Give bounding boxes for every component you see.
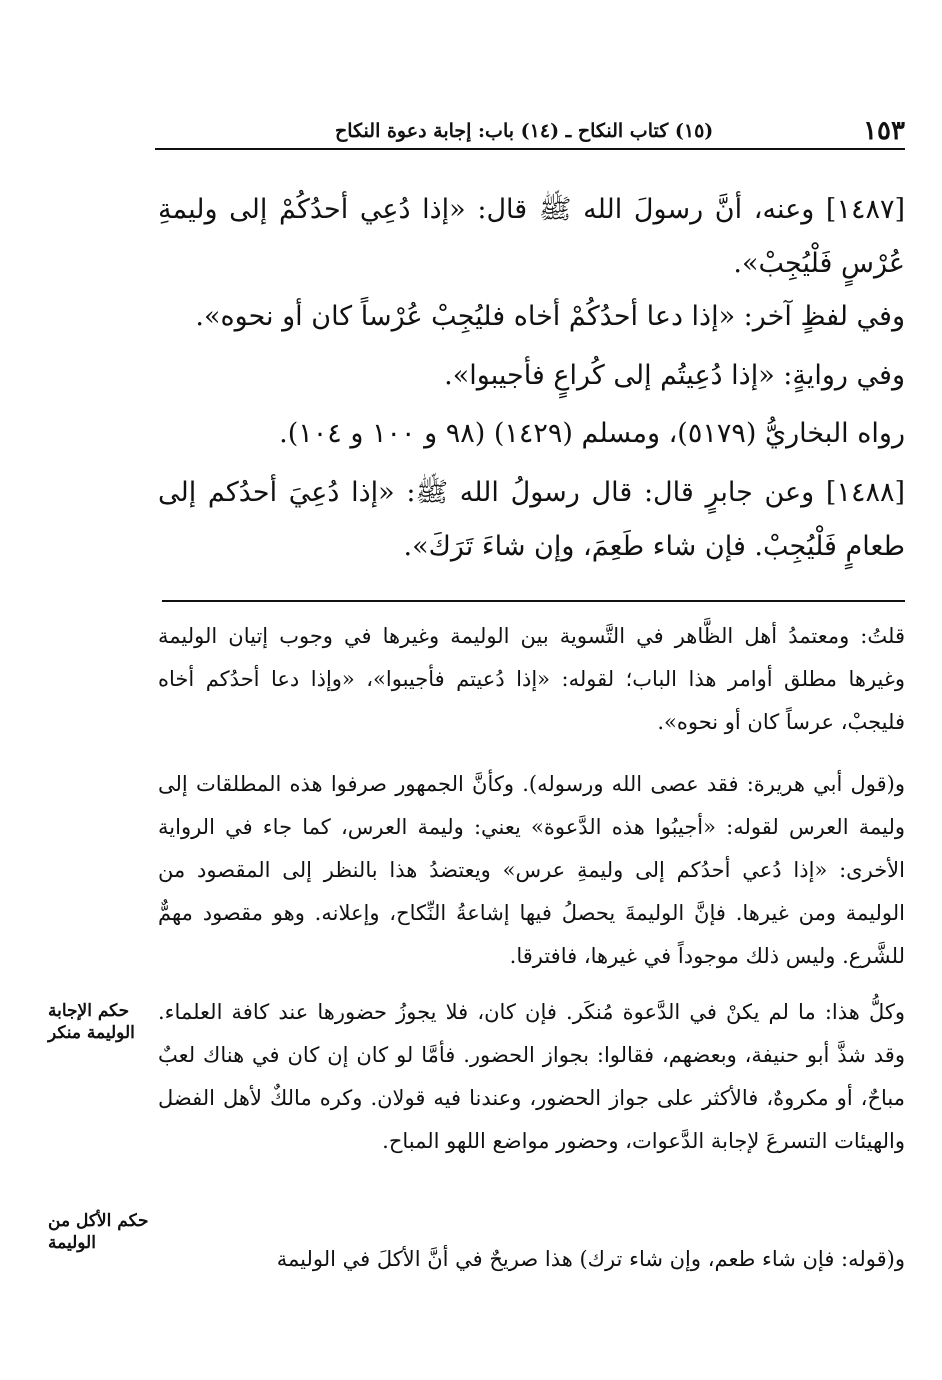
- hadith-1487-text: [١٤٨٧] وعنه، أنَّ رسولَ الله ﷺ قال: «إذا دُعِي أحدُكُمْ إلى وليمةِ عُرْسٍ فَلْيُجِبْ».: [158, 194, 905, 279]
- commentary-paragraph-1: قلتُ: ومعتمدُ أهل الظَّاهر في التَّسوية بين الوليمة وغيرها في وجوب إتيان الوليمة وغيرها مطلق أوامر هذا الباب؛ لقوله: «إذا دُعيتم فأجيبوا»، «وإذا دعا أحدُكم أخاه فليجبْ، عرساً كان أو نحوه».: [158, 624, 905, 734]
- commentary-paragraph-4: و(قوله: فإن شاء طعم، وإن شاء ترك) هذا صريحٌ في أنَّ الأكلَ في الوليمة: [276, 1247, 905, 1271]
- commentary-paragraph-2: و(قول أبي هريرة: فقد عصى الله ورسوله). وكأنَّ الجمهور صرفوا هذه المطلقات إلى وليمة العرس لقوله: «أجيبُوا هذه الدَّعوة» يعني: وليمة العرس، كما جاء في الرواية الأخرى: «إذا دُعي أحدُكم إلى وليمةِ عرس» ويعتضدُ هذا بالنظر إلى المقصود من الوليمة ومن غيرها. فإنَّ الوليمةَ يحصلُ فيها إشاعةُ النِّكاح، وإعلانه. وهو مقصود مهمٌّ للشَّرع. وليس ذلك موجوداً في غيرها، فافترقا.: [158, 772, 905, 968]
- running-title: (١٥) كتاب النكاح ـ (١٤) باب: إجابة دعوة النكاح: [335, 120, 714, 142]
- page-number: ١٥٣: [863, 116, 905, 146]
- notes-divider: [162, 600, 905, 602]
- page-header: [155, 112, 905, 152]
- header-divider: [155, 148, 905, 150]
- hadith-1487-other-wording: وفي لفظٍ آخر: «إذا دعا أحدُكُمْ أخاه فليُجِبْ عُرْساً كان أو نحوه».: [195, 301, 905, 332]
- margin-note-invitation-ruling: حكم الإجابة الوليمة منكر: [48, 1001, 135, 1043]
- hadith-1488-text: [١٤٨٨] وعن جابرٍ قال: قال رسولُ الله ﷺ: «إذا دُعِيَ أحدُكم إلى طعامٍ فَلْيُجِبْ. فإن شاء طَعِمَ، وإن شاءَ تَرَكَ».: [158, 477, 905, 562]
- margin-note-eating-ruling: حكم الأكل من الوليمة: [48, 1211, 149, 1253]
- commentary-paragraph-3: وكلُّ هذا: ما لم يكنْ في الدَّعوة مُنكَر. فإن كان، فلا يجوزُ حضورها عند كافة العلماء. وقد شذَّ أبو حنيفة، وبعضهم، فقالوا: بجواز الحضور. فأمَّا لو كان إن كان في هناك لعبٌ مباحٌ، أو مكروهٌ، فالأكثر على جواز الحضور، وعندنا فيه قولان. وكره مالكٌ لأهل الفضل والهيئات التسرعَ لإجابة الدَّعوات، وحضور مواضع اللهو المباح.: [158, 1000, 905, 1153]
- hadith-1487-narration: وفي روايةٍ: «إذا دُعِيتُم إلى كُراعٍ فأجيبوا».: [444, 360, 905, 391]
- hadith-1487-source: رواه البخاريُّ (٥١٧٩)، ومسلم (١٤٢٩) (٩٨ و ١٠٠ و ١٠٤).: [279, 418, 905, 449]
